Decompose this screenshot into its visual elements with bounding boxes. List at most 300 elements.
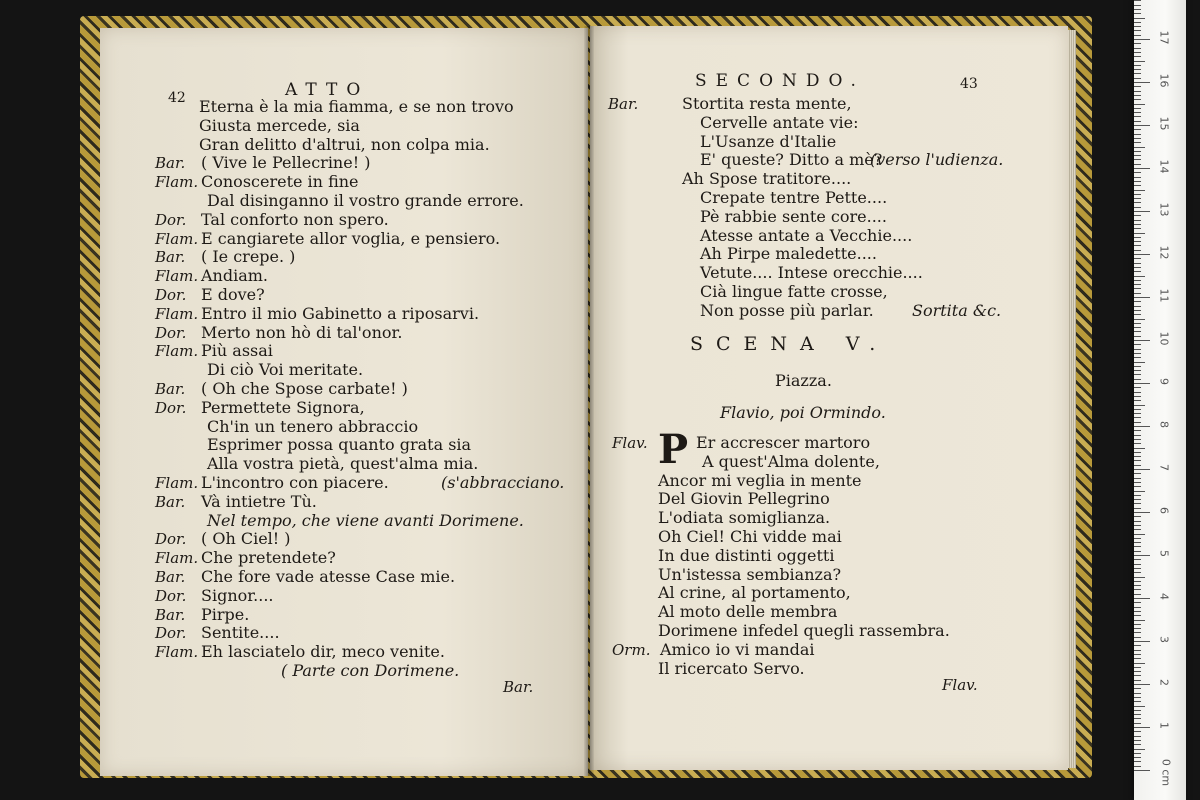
verse-line — [155, 568, 575, 587]
ruler-number: 0 cm — [1159, 758, 1173, 787]
verse-text: Oh Ciel! Chi vidde mai — [658, 526, 842, 546]
ruler-tick — [1134, 237, 1141, 238]
verse-text: Conoscerete in fine — [201, 172, 359, 192]
ruler-tick — [1134, 749, 1145, 750]
verse-line — [155, 98, 575, 117]
ruler-tick — [1134, 654, 1141, 655]
ruler-tick — [1134, 452, 1141, 453]
ruler-number: 4 — [1157, 593, 1171, 600]
speaker-label: Flam. — [155, 304, 199, 323]
verse-line — [155, 493, 575, 512]
verse-line — [155, 173, 575, 192]
ruler-number: 14 — [1157, 159, 1171, 174]
verse-line — [155, 117, 575, 136]
verse-line — [155, 624, 575, 643]
ruler-number: 2 — [1157, 679, 1171, 686]
verse-line — [155, 361, 575, 380]
verse-line — [612, 603, 1032, 622]
ruler-tick — [1134, 508, 1141, 509]
ruler-tick — [1134, 598, 1150, 599]
speaker-label: Flam. — [155, 267, 199, 286]
speaker-label: Dor. — [155, 586, 187, 605]
ruler-tick — [1134, 503, 1141, 504]
ruler-tick — [1134, 753, 1141, 754]
ruler-tick — [1134, 147, 1145, 148]
verse-text: L'Usanze d'Italie — [700, 131, 837, 151]
ruler-tick — [1134, 293, 1141, 294]
speaker-label: Dor. — [155, 530, 187, 549]
verse-line — [608, 283, 1028, 302]
ruler-tick — [1134, 319, 1145, 320]
ruler-tick — [1134, 198, 1141, 199]
ruler-tick — [1134, 697, 1141, 698]
ruler-tick — [1134, 48, 1141, 49]
speaker-label: Bar. — [155, 248, 186, 267]
ruler-tick — [1134, 86, 1141, 87]
verse-line — [612, 641, 1032, 660]
verse-line — [155, 192, 575, 211]
verse-line — [155, 305, 575, 324]
ruler-tick — [1134, 538, 1141, 539]
ruler-tick — [1134, 585, 1141, 586]
ruler-tick — [1134, 478, 1141, 479]
ruler-tick — [1134, 392, 1141, 393]
verse-line — [608, 95, 1028, 114]
ruler-tick — [1134, 731, 1141, 732]
verse-line — [612, 453, 1032, 472]
verse-text: Nel tempo, che viene avanti Dorimene. — [207, 510, 524, 530]
ruler-tick — [1134, 121, 1141, 122]
ruler-tick — [1134, 323, 1141, 324]
verse-text: ( Parte con Dorimene. — [281, 660, 460, 680]
ruler-tick — [1134, 413, 1141, 414]
verse-text: Ch'in un tenero abbraccio — [207, 416, 419, 436]
ruler-tick — [1134, 233, 1145, 234]
ruler-tick — [1134, 194, 1141, 195]
ruler-tick — [1134, 482, 1141, 483]
ruler-tick — [1134, 491, 1145, 492]
ruler-tick — [1134, 142, 1141, 143]
verse-text: L'odiata somiglianza. — [658, 508, 831, 528]
ruler-tick — [1134, 632, 1141, 633]
ruler-tick — [1134, 650, 1141, 651]
ruler-tick — [1134, 43, 1141, 44]
ruler-tick — [1134, 82, 1150, 83]
ruler-tick — [1134, 129, 1141, 130]
verse-line — [608, 302, 1028, 321]
ruler-tick — [1134, 396, 1141, 397]
verse-line — [155, 286, 575, 305]
right-page-number: 43 — [960, 76, 978, 92]
ruler-tick — [1134, 723, 1141, 724]
verse-line — [612, 547, 1032, 566]
ruler-tick — [1134, 426, 1150, 427]
ruler-tick — [1134, 529, 1141, 530]
verse-text: L'incontro con piacere. — [201, 472, 389, 492]
ruler-tick — [1134, 706, 1145, 707]
speaker-label: Dor. — [155, 323, 187, 342]
speaker-label: Flam. — [155, 643, 199, 662]
ruler-tick — [1134, 215, 1141, 216]
ruler-tick — [1134, 499, 1141, 500]
stage-direction: (s'abbracciano. — [441, 472, 565, 492]
verse-line — [612, 566, 1032, 585]
verse-line — [608, 133, 1028, 152]
ruler-tick — [1134, 736, 1141, 737]
verse-text: Stortita resta mente, — [682, 94, 852, 113]
ruler-number: 11 — [1157, 288, 1171, 303]
ruler-tick — [1134, 744, 1141, 745]
verse-text: Eh lasciatelo dir, meco venite. — [201, 642, 445, 662]
ruler-number: 1 — [1157, 722, 1171, 729]
ruler-tick — [1134, 344, 1141, 345]
ruler-tick — [1134, 331, 1141, 332]
ruler-tick — [1134, 589, 1141, 590]
speaker-label: Flam. — [155, 549, 199, 568]
verse-text: Andiam. — [201, 266, 269, 286]
ruler-tick — [1134, 435, 1141, 436]
left-page-text — [155, 98, 575, 681]
ruler-tick — [1134, 56, 1141, 57]
ruler-tick — [1134, 525, 1141, 526]
ruler-tick — [1134, 0, 1141, 1]
ruler-tick — [1134, 280, 1141, 281]
verse-text: Gran delitto d'altrui, non colpa mia. — [199, 134, 490, 154]
verse-line — [608, 245, 1028, 264]
verse-text: Crepate tentre Pette.... — [700, 187, 888, 207]
ruler-tick — [1134, 366, 1141, 367]
verse-line — [612, 472, 1032, 491]
verse-text: Del Giovin Pellegrino — [658, 489, 830, 509]
verse-text: Và intietre Tù. — [201, 491, 317, 511]
ruler-tick — [1134, 620, 1145, 621]
speaker-label: Bar. — [155, 567, 186, 586]
ruler-tick — [1134, 202, 1141, 203]
ruler-tick — [1134, 594, 1141, 595]
ruler-tick — [1134, 263, 1141, 264]
verse-line — [155, 643, 575, 662]
verse-line — [155, 587, 575, 606]
ruler-tick — [1134, 138, 1141, 139]
ruler-tick — [1134, 65, 1141, 66]
measuring-ruler — [1134, 0, 1186, 800]
ruler-tick — [1134, 546, 1141, 547]
ruler-tick — [1134, 9, 1141, 10]
speaker-label: Dor. — [155, 624, 187, 643]
verse-line — [155, 436, 575, 455]
ruler-tick — [1134, 159, 1141, 160]
verse-text: ( Oh Ciel! ) — [201, 529, 291, 549]
right-catchword: Flav. — [942, 676, 978, 694]
verse-text: Al crine, al portamento, — [658, 583, 851, 603]
verse-text: Merto non hò di tal'onor. — [201, 322, 403, 342]
speaker-label: Dor. — [155, 398, 187, 417]
verse-text: ( Vive le Pellecrine! ) — [201, 153, 371, 173]
ruler-tick — [1134, 5, 1141, 6]
verse-line — [155, 418, 575, 437]
ruler-tick — [1134, 637, 1141, 638]
ruler-tick — [1134, 615, 1141, 616]
ruler-tick — [1134, 718, 1141, 719]
ruler-tick — [1134, 417, 1141, 418]
verse-line — [155, 606, 575, 625]
ruler-tick — [1134, 245, 1141, 246]
ruler-tick — [1134, 374, 1141, 375]
ruler-tick — [1134, 559, 1141, 560]
ruler-tick — [1134, 91, 1141, 92]
ruler-tick — [1134, 22, 1141, 23]
verse-line — [155, 324, 575, 343]
ruler-tick — [1134, 379, 1141, 380]
ruler-tick — [1134, 465, 1141, 466]
verse-line — [155, 154, 575, 173]
ruler-tick — [1134, 770, 1150, 771]
ruler-tick — [1134, 18, 1145, 19]
ruler-tick — [1134, 439, 1141, 440]
ruler-tick — [1134, 181, 1141, 182]
right-running-head: SECONDO. — [695, 71, 865, 91]
ruler-tick — [1134, 486, 1141, 487]
verse-line — [608, 189, 1028, 208]
ruler-tick — [1134, 228, 1141, 229]
ruler-tick — [1134, 125, 1150, 126]
ruler-number: 10 — [1157, 331, 1171, 346]
ruler-tick — [1134, 602, 1141, 603]
ruler-tick — [1134, 271, 1141, 272]
ruler-tick — [1134, 30, 1141, 31]
ruler-tick — [1134, 645, 1141, 646]
ruler-tick — [1134, 52, 1141, 53]
ruler-tick — [1134, 430, 1141, 431]
ruler-tick — [1134, 284, 1141, 285]
verse-text: E cangiarete allor voglia, e pensiero. — [201, 228, 501, 248]
verse-line — [155, 211, 575, 230]
verse-line — [155, 136, 575, 155]
ruler-tick — [1134, 658, 1141, 659]
ruler-tick — [1134, 39, 1150, 40]
verse-text: ( Ie crepe. ) — [201, 247, 296, 267]
verse-line — [608, 151, 1028, 170]
ruler-tick — [1134, 362, 1145, 363]
speaker-label: Orm. — [612, 640, 651, 659]
ruler-tick — [1134, 73, 1141, 74]
ruler-number: 16 — [1157, 73, 1171, 88]
verse-line — [155, 474, 575, 493]
ruler-tick — [1134, 254, 1150, 255]
ruler-tick — [1134, 663, 1145, 664]
verse-text: Ancor mi veglia in mente — [658, 470, 862, 490]
left-page-number: 42 — [168, 90, 186, 106]
verse-text: E dove? — [201, 284, 265, 304]
verse-text: Cervelle antate vie: — [700, 112, 859, 132]
ruler-number: 15 — [1157, 116, 1171, 131]
verse-text: Pè rabbie sente core.... — [700, 206, 887, 226]
ruler-tick — [1134, 761, 1141, 762]
ruler-tick — [1134, 473, 1141, 474]
verse-line — [612, 509, 1032, 528]
ruler-tick — [1134, 297, 1150, 298]
verse-line — [155, 549, 575, 568]
verse-text: Giusta mercede, sia — [199, 115, 360, 135]
ruler-tick — [1134, 250, 1141, 251]
ruler-tick — [1134, 78, 1141, 79]
scene-setting: Piazza. — [775, 371, 832, 390]
ruler-tick — [1134, 448, 1145, 449]
verse-line — [155, 248, 575, 267]
ruler-tick — [1134, 224, 1141, 225]
speaker-label: Bar. — [155, 379, 186, 398]
stage-direction: Sortita &c. — [912, 300, 1002, 320]
speaker-label: Flam. — [155, 342, 199, 361]
verse-text: Ah Spose tratitore.... — [682, 169, 852, 189]
verse-text: Permettete Signora, — [201, 397, 365, 417]
verse-text: Che pretendete? — [201, 548, 336, 568]
verse-text: Il ricercato Servo. — [658, 658, 805, 678]
ruler-tick — [1134, 116, 1141, 117]
verse-text: Vetute.... Intese orecchie.... — [700, 263, 923, 283]
ruler-tick — [1134, 172, 1141, 173]
ruler-tick — [1134, 13, 1141, 14]
ruler-tick — [1134, 104, 1145, 105]
ruler-tick — [1134, 701, 1141, 702]
verse-text: Al moto delle membra — [658, 602, 838, 622]
ruler-tick — [1134, 443, 1141, 444]
ruler-tick — [1134, 241, 1141, 242]
ruler-tick — [1134, 151, 1141, 152]
ruler-tick — [1134, 164, 1141, 165]
ruler-tick — [1134, 667, 1141, 668]
speaker-label: Dor. — [155, 210, 187, 229]
verse-line — [155, 267, 575, 286]
ruler-tick — [1134, 577, 1145, 578]
ruler-tick — [1134, 534, 1145, 535]
ruler-tick — [1134, 671, 1141, 672]
speaker-label: Flam. — [155, 229, 199, 248]
ruler-tick — [1134, 353, 1141, 354]
ruler-tick — [1134, 301, 1141, 302]
ruler-number: 12 — [1157, 245, 1171, 260]
verse-text: Atesse antate a Vecchie.... — [700, 225, 913, 245]
ruler-tick — [1134, 555, 1150, 556]
ruler-tick — [1134, 387, 1141, 388]
left-catchword: Bar. — [503, 678, 534, 696]
verse-text: Dorimene infedel quegli rassembra. — [658, 620, 950, 640]
ruler-tick — [1134, 349, 1141, 350]
verse-line — [612, 584, 1032, 603]
speaker-label: Flav. — [612, 434, 648, 452]
speaker-label: Bar. — [155, 605, 186, 624]
ruler-tick — [1134, 727, 1150, 728]
verse-line — [608, 208, 1028, 227]
verse-text: Un'istessa sembianza? — [658, 564, 842, 584]
ruler-tick — [1134, 684, 1150, 685]
verse-text: Amico io vi mandai — [660, 639, 815, 659]
ruler-tick — [1134, 572, 1141, 573]
left-running-head: ATTO — [285, 80, 370, 100]
ruler-tick — [1134, 611, 1141, 612]
ruler-tick — [1134, 95, 1141, 96]
ruler-tick — [1134, 460, 1141, 461]
ruler-tick — [1134, 766, 1141, 767]
speaker-label: Bar. — [608, 95, 639, 113]
verse-text: A quest'Alma dolente, — [702, 451, 880, 471]
verse-line — [155, 380, 575, 399]
verse-text: Che fore vade atesse Case mie. — [201, 566, 456, 586]
ruler-tick — [1134, 336, 1141, 337]
ruler-tick — [1134, 581, 1141, 582]
ruler-tick — [1134, 714, 1141, 715]
ruler-tick — [1134, 306, 1141, 307]
ruler-tick — [1134, 190, 1145, 191]
verse-text: Esprimer possa quanto grata sia — [207, 435, 472, 455]
ruler-tick — [1134, 370, 1141, 371]
ruler-tick — [1134, 211, 1150, 212]
ruler-number: 9 — [1157, 378, 1171, 385]
stage-direction: (verso l'udienza. — [870, 150, 1004, 170]
ruler-tick — [1134, 112, 1141, 113]
ruler-tick — [1134, 61, 1145, 62]
ruler-number: 8 — [1157, 421, 1171, 428]
ruler-tick — [1134, 495, 1141, 496]
speaker-label: Flam. — [155, 473, 199, 492]
verse-line — [155, 399, 575, 418]
ruler-tick — [1134, 276, 1145, 277]
page-edges — [1068, 30, 1076, 768]
ruler-tick — [1134, 69, 1141, 70]
ruler-tick — [1134, 422, 1141, 423]
ruler-tick — [1134, 740, 1141, 741]
verse-text: Tal conforto non spero. — [201, 209, 389, 229]
ruler-tick — [1134, 551, 1141, 552]
verse-line — [608, 114, 1028, 133]
ruler-tick — [1134, 99, 1141, 100]
drop-cap: P — [658, 426, 689, 473]
ruler-number: 7 — [1157, 464, 1171, 471]
verse-text: Er accrescer martoro — [696, 433, 871, 452]
ruler-tick — [1134, 516, 1141, 517]
verse-line — [612, 528, 1032, 547]
verse-line — [608, 227, 1028, 246]
verse-text: Di ciò Voi meritate. — [207, 360, 364, 380]
ruler-tick — [1134, 542, 1141, 543]
ruler-tick — [1134, 680, 1141, 681]
verse-text: Alla vostra pietà, quest'alma mia. — [207, 454, 479, 474]
ruler-tick — [1134, 607, 1141, 608]
verse-text: Non posse più parlar. — [700, 300, 874, 320]
verse-text: Sentite.... — [201, 623, 280, 643]
ruler-tick — [1134, 26, 1141, 27]
verse-text: Entro il mio Gabinetto a riposarvi. — [201, 303, 480, 323]
verse-text: Più assai — [201, 341, 273, 361]
ruler-tick — [1134, 469, 1150, 470]
ruler-tick — [1134, 327, 1141, 328]
verse-line — [155, 455, 575, 474]
verse-text: Pirpe. — [201, 604, 250, 624]
scene-title: SCENA V. — [690, 333, 889, 355]
ruler-tick — [1134, 168, 1150, 169]
verse-text: E' queste? Ditto a mè? — [700, 150, 883, 170]
right-page-text — [608, 95, 1028, 321]
verse-text: Signor.... — [201, 585, 274, 605]
ruler-number: 3 — [1157, 636, 1171, 643]
ruler-tick — [1134, 207, 1141, 208]
verse-text: ( Oh che Spose carbate! ) — [201, 378, 408, 398]
verse-text: Cià lingue fatte crosse, — [700, 281, 888, 301]
verse-line — [612, 490, 1032, 509]
verse-line — [155, 230, 575, 249]
ruler-tick — [1134, 675, 1141, 676]
speaker-label: Bar. — [155, 492, 186, 511]
